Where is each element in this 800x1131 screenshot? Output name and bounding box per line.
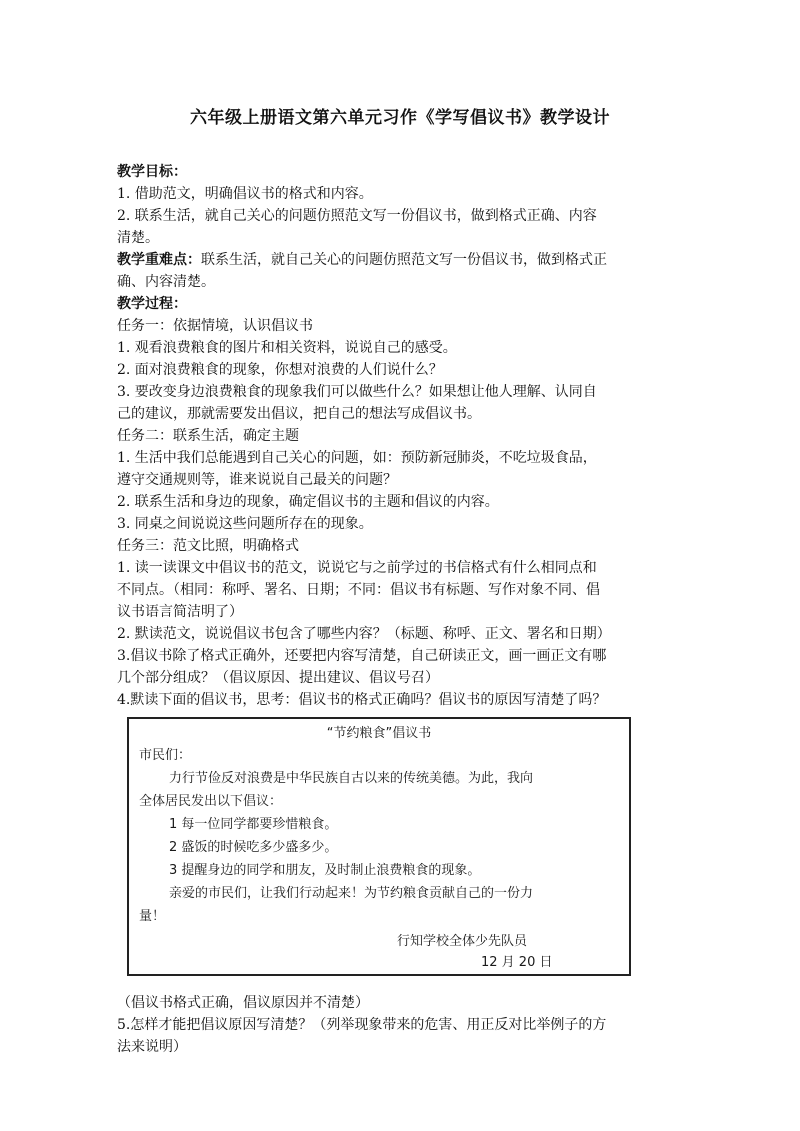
sample-greeting: 市民们： [139, 748, 192, 763]
goal-item: 2. 联系生活，就自己关心的问题仿照范文写一份倡议书，做到格式正确、内容 [117, 208, 597, 224]
sample-intro: 力行节俭反对浪费是中华民族自古以来的传统美德。为此，我向 [169, 771, 534, 786]
process-line: 3. 要改变身边浪费粮食的现象我们可以做些什么？如果想让他人理解、认同自 [117, 384, 597, 400]
process-line: 任务二：联系生活，确定主题 [117, 428, 299, 444]
process-line: 1. 读一读课文中倡议书的范文，说说它与之前学过的书信格式有什么相同点和 [117, 560, 597, 576]
process-line: 几个部分组成？（倡议原因、提出建议、倡议号召） [117, 670, 439, 686]
process-line: 2. 默读范文，说说倡议书包含了哪些内容？（标题、称呼、正文、署名和日期） [117, 626, 611, 642]
sample-call: 量！ [139, 909, 166, 924]
sample-signature: 行知学校全体少先队员 [397, 934, 528, 949]
key-points-text: 联系生活，就自己关心的问题仿照范文写一份倡议书，做到格式正 [201, 252, 607, 268]
process-line: 2. 联系生活和身边的现象，确定倡议书的主题和倡议的内容。 [117, 494, 499, 510]
process-line: 4.默读下面的倡议书，思考：倡议书的格式正确吗？倡议书的原因写清楚了吗？ [117, 692, 607, 708]
process-line: 议书语言简洁明了） [117, 604, 243, 620]
process-line: 2. 面对浪费粮食的现象，你想对浪费的人们说什么？ [117, 362, 443, 378]
sample-item: 3 提醒身边的同学和朋友，及时制止浪费粮食的现象。 [169, 863, 481, 878]
sample-intro: 全体居民发出以下倡议： [139, 794, 283, 809]
sample-proposal-box [127, 717, 631, 976]
process-heading: 教学过程： [117, 296, 187, 312]
sample-call: 亲爱的市民们，让我们行动起来！为节约粮食贡献自己的一份力 [169, 886, 534, 901]
process-line: 3.倡议书除了格式正确外，还要把内容写清楚，自己研读正文，画一画正文有哪 [117, 648, 607, 664]
key-points [117, 249, 692, 271]
goal-item: 清楚。 [117, 230, 159, 246]
process-line: 3. 同桌之间说说这些问题所存在的现象。 [117, 516, 373, 532]
process-line: 遵守交通规则等，谁来说说自己最关的问题？ [117, 472, 397, 488]
after-line: （倡议书格式正确，倡议原因并不清楚） [117, 995, 369, 1011]
process-line: 任务一：依据情境，认识倡议书 [117, 318, 313, 334]
process-line: 不同点。（相同：称呼、署名、日期；不同：倡议书有标题、写作对象不同、倡 [117, 582, 600, 598]
sample-proposal-wrapper [117, 717, 692, 984]
sample-item: 2 盛饭的时候吃多少盛多少。 [169, 840, 338, 855]
document-title: 六年级上册语文第六单元习作《学写倡议书》教学设计 [190, 108, 610, 128]
after-line: 法来说明） [117, 1039, 187, 1055]
process-line: 1. 生活中我们总能遇到自己关心的问题，如：预防新冠肺炎，不吃垃圾食品， [117, 450, 597, 466]
key-points-heading: 教学重难点： [117, 252, 201, 268]
goals-heading: 教学目标： [117, 164, 187, 180]
process-line: 己的建议，那就需要发出倡议，把自己的想法写成倡议书。 [117, 406, 481, 422]
goal-item: 1. 借助范文，明确倡议书的格式和内容。 [117, 186, 373, 202]
process-line: 1. 观看浪费粮食的图片和相关资料，说说自己的感受。 [117, 340, 457, 356]
after-line: 5.怎样才能把倡议原因写清楚？（列举现象带来的危害、用正反对比举例子的方 [117, 1017, 607, 1033]
sample-date: 12 月 20 日 [481, 955, 553, 970]
process-line: 任务三：范文比照，明确格式 [117, 538, 299, 554]
document-body [117, 161, 692, 1058]
key-points-text: 确、内容清楚。 [117, 274, 215, 290]
sample-title: “节约粮食”倡议书 [326, 726, 432, 741]
sample-item: 1 每一位同学都要珍惜粮食。 [169, 817, 338, 832]
